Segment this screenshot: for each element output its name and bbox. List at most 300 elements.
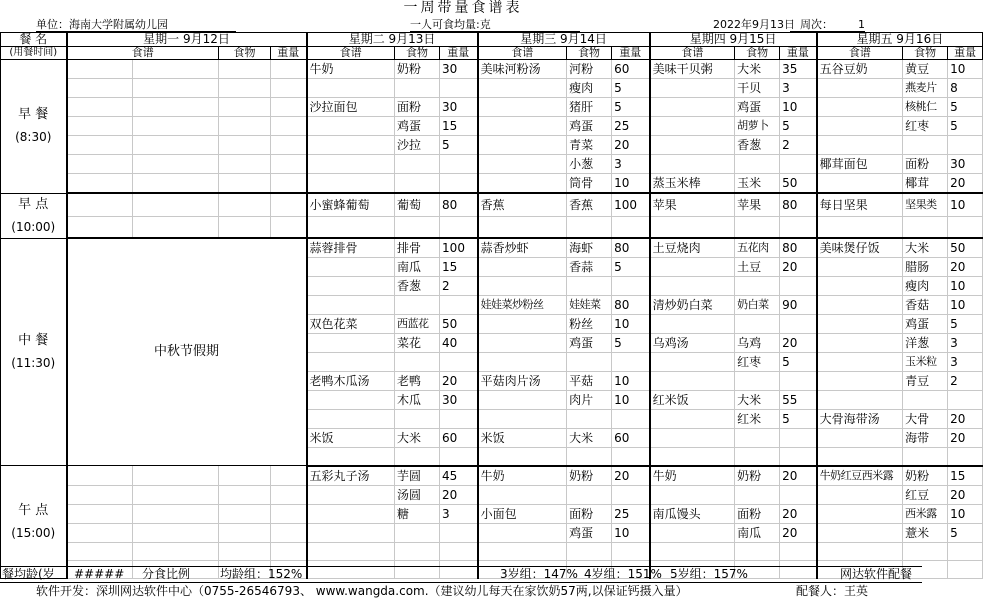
weight-cell [440, 155, 478, 174]
food-cell [735, 542, 780, 560]
avg-group: 均龄组：152% [220, 567, 303, 581]
weight-header: 重量 [780, 47, 817, 60]
food-cell: 腊肠 [903, 258, 948, 277]
table-row [1, 155, 983, 174]
meal-name-header: 餐 名 [1, 33, 67, 47]
food-cell: 肉片 [567, 391, 612, 410]
weight-cell: 5 [948, 523, 983, 542]
meal-time-header: (用餐时间) [1, 47, 67, 60]
food-cell [735, 448, 780, 466]
monday-cell [67, 216, 133, 238]
weight-cell: 20 [780, 258, 817, 277]
food-cell: 洋葱 [903, 334, 948, 353]
monday-cell [133, 174, 219, 194]
food-cell [395, 448, 440, 466]
table-row [1, 193, 983, 216]
dish-cell: 牛奶 [478, 466, 567, 486]
dish-cell [817, 136, 903, 155]
dish-cell: 苹果 [650, 193, 735, 216]
food-cell: 奶粉 [735, 466, 780, 486]
weight-cell [780, 542, 817, 560]
monday-cell [271, 174, 307, 194]
weight-cell: 90 [780, 296, 817, 315]
weight-cell: 10 [612, 523, 650, 542]
dish-cell [817, 117, 903, 136]
food-cell [735, 429, 780, 448]
food-cell: 燕麦片 [903, 79, 948, 98]
dish-cell: 牛奶 [650, 466, 735, 486]
monday-cell [271, 193, 307, 216]
meal-name: 午 点 [18, 502, 49, 518]
food-cell: 排骨 [395, 238, 440, 258]
table-row [1, 523, 983, 542]
dish-cell [307, 353, 395, 372]
weight-cell: 20 [948, 485, 983, 504]
group-3: 3岁组：147% [500, 567, 578, 581]
monday-cell [133, 79, 219, 98]
weight-cell [612, 542, 650, 560]
food-cell: 坚果类 [903, 193, 948, 216]
weight-cell: 45 [440, 466, 478, 486]
food-cell [567, 448, 612, 466]
food-cell: 五花肉 [735, 238, 780, 258]
food-header: 食物 [219, 47, 271, 60]
weight-cell [780, 485, 817, 504]
monday-cell [271, 485, 307, 504]
dish-cell [650, 523, 735, 542]
weight-cell: 50 [780, 174, 817, 194]
weight-cell: 80 [440, 193, 478, 216]
table-row [1, 485, 983, 504]
dish-cell: 平菇肉片汤 [478, 372, 567, 391]
weight-cell [440, 523, 478, 542]
meal-time: (15:00) [11, 525, 56, 540]
monday-cell [67, 174, 133, 194]
recipe-header: 食谱 [307, 47, 395, 60]
dish-cell [307, 504, 395, 523]
food-cell: 红枣 [735, 353, 780, 372]
dish-cell [650, 485, 735, 504]
food-cell: 薏米 [903, 523, 948, 542]
weight-cell [780, 429, 817, 448]
dish-cell [478, 277, 567, 296]
weight-cell [612, 216, 650, 238]
weight-cell: 10 [612, 174, 650, 194]
weight-cell [780, 448, 817, 466]
food-cell: 土豆 [735, 258, 780, 277]
weight-cell [612, 485, 650, 504]
avg-age-value: ##### [74, 567, 125, 581]
food-cell [395, 523, 440, 542]
monday-cell [219, 117, 271, 136]
weight-cell: 3 [440, 504, 478, 523]
food-cell: 香葱 [735, 136, 780, 155]
monday-cell [219, 98, 271, 117]
food-cell: 大米 [395, 429, 440, 448]
weight-cell: 2 [948, 372, 983, 391]
weight-cell [612, 448, 650, 466]
dish-cell [478, 391, 567, 410]
food-cell: 苹果 [735, 193, 780, 216]
food-cell: 糖 [395, 504, 440, 523]
food-cell [903, 136, 948, 155]
meal-cell-snack [1, 193, 67, 238]
dish-cell: 米饭 [307, 429, 395, 448]
weight-cell: 10 [612, 315, 650, 334]
food-cell: 香蕉 [567, 193, 612, 216]
food-cell [903, 542, 948, 560]
food-cell: 黄豆 [903, 60, 948, 79]
food-cell [395, 353, 440, 372]
food-cell: 葡萄 [395, 193, 440, 216]
weight-cell: 20 [948, 429, 983, 448]
monday-cell [67, 485, 133, 504]
dish-cell: 蒜蓉排骨 [307, 238, 395, 258]
food-cell: 胡萝卜 [735, 117, 780, 136]
dish-cell [650, 353, 735, 372]
weight-cell [440, 353, 478, 372]
dish-cell: 清炒奶白菜 [650, 296, 735, 315]
food-cell: 木瓜 [395, 391, 440, 410]
group-5: 5岁组：157% [670, 567, 748, 581]
dish-cell [478, 174, 567, 194]
weight-cell [440, 448, 478, 466]
dish-cell [307, 296, 395, 315]
dish-cell: 五谷豆奶 [817, 60, 903, 79]
dish-cell [650, 216, 735, 238]
monday-cell [67, 60, 133, 79]
monday-cell [271, 504, 307, 523]
recipe-header: 食谱 [478, 47, 567, 60]
dish-cell: 乌鸡汤 [650, 334, 735, 353]
weight-cell [440, 79, 478, 98]
weight-cell: 60 [612, 60, 650, 79]
weight-cell: 20 [612, 136, 650, 155]
food-cell [735, 277, 780, 296]
weight-cell: 50 [948, 238, 983, 258]
weight-cell: 8 [948, 79, 983, 98]
dish-cell: 香蕉 [478, 193, 567, 216]
dish-cell [307, 174, 395, 194]
food-cell [903, 391, 948, 410]
weight-cell: 30 [440, 98, 478, 117]
monday-cell [133, 117, 219, 136]
dish-cell [478, 334, 567, 353]
food-cell: 香蒜 [567, 258, 612, 277]
weight-cell: 5 [780, 353, 817, 372]
weight-header: 重量 [440, 47, 478, 60]
food-cell: 沙拉 [395, 136, 440, 155]
dish-cell [307, 542, 395, 560]
food-cell: 奶粉 [903, 466, 948, 486]
food-cell [735, 485, 780, 504]
food-cell [567, 353, 612, 372]
food-cell: 鸡蛋 [735, 98, 780, 117]
dish-cell [817, 353, 903, 372]
table-row [1, 216, 983, 238]
weight-cell: 80 [612, 296, 650, 315]
meal-time: (11:30) [11, 355, 56, 370]
dish-cell: 米饭 [478, 429, 567, 448]
dish-cell [307, 117, 395, 136]
weight-cell: 10 [948, 504, 983, 523]
monday-cell [271, 60, 307, 79]
food-cell: 红豆 [903, 485, 948, 504]
monday-cell [67, 136, 133, 155]
dish-cell [478, 216, 567, 238]
food-cell: 玉米粒 [903, 353, 948, 372]
food-cell: 红米 [735, 410, 780, 429]
food-cell: 青菜 [567, 136, 612, 155]
day-header-fri: 星期五 9月16日 [817, 33, 983, 47]
food-header: 食物 [903, 47, 948, 60]
weight-cell: 3 [948, 353, 983, 372]
chef-label: 配餐人：王英 [796, 584, 869, 598]
table-row [1, 79, 983, 98]
dish-cell: 南瓜馒头 [650, 504, 735, 523]
dish-cell [478, 258, 567, 277]
monday-cell [219, 136, 271, 155]
dish-cell [650, 155, 735, 174]
recipe-header: 食谱 [650, 47, 735, 60]
weight-cell: 5 [612, 258, 650, 277]
dish-cell [650, 410, 735, 429]
dish-cell [817, 174, 903, 194]
dish-cell [307, 155, 395, 174]
monday-cell [219, 174, 271, 194]
monday-cell [133, 216, 219, 238]
weight-cell: 40 [440, 334, 478, 353]
weight-cell [948, 136, 983, 155]
meal-time: (8:30) [15, 130, 52, 145]
weight-cell: 10 [948, 277, 983, 296]
monday-cell [133, 466, 219, 486]
food-cell: 玉米 [735, 174, 780, 194]
food-cell: 筒骨 [567, 174, 612, 194]
day-header-tue: 星期二 9月13日 [307, 33, 478, 47]
food-cell: 平菇 [567, 372, 612, 391]
food-cell [735, 216, 780, 238]
weight-cell: 20 [440, 372, 478, 391]
dish-cell [478, 542, 567, 560]
food-cell: 面粉 [903, 155, 948, 174]
food-cell: 南瓜 [395, 258, 440, 277]
monday-cell [67, 193, 133, 216]
weight-cell: 5 [612, 334, 650, 353]
weight-cell: 5 [948, 98, 983, 117]
dish-cell [307, 79, 395, 98]
meal-cell-lunch [1, 238, 67, 466]
weight-cell: 3 [780, 79, 817, 98]
food-cell: 青豆 [903, 372, 948, 391]
food-cell: 汤圆 [395, 485, 440, 504]
weight-cell: 3 [948, 334, 983, 353]
food-cell: 西蓝花 [395, 315, 440, 334]
weight-cell: 25 [612, 504, 650, 523]
weight-cell: 20 [780, 466, 817, 486]
weight-cell [948, 542, 983, 560]
dish-cell [307, 523, 395, 542]
monday-cell [67, 523, 133, 542]
food-cell: 河粉 [567, 60, 612, 79]
dish-cell [817, 334, 903, 353]
weight-cell: 60 [440, 429, 478, 448]
monday-cell [271, 79, 307, 98]
food-cell [395, 296, 440, 315]
recipe-header: 食谱 [817, 47, 903, 60]
weight-cell: 100 [612, 193, 650, 216]
food-cell: 鸡蛋 [903, 315, 948, 334]
food-cell: 芋圆 [395, 466, 440, 486]
avg-age-label: 餐均龄(岁 [2, 567, 55, 581]
weight-cell: 5 [612, 98, 650, 117]
table-row [1, 60, 983, 79]
food-cell [903, 448, 948, 466]
day-header-wed: 星期三 9月14日 [478, 33, 650, 47]
monday-cell [133, 542, 219, 560]
monday-cell [219, 466, 271, 486]
weight-cell [440, 174, 478, 194]
meal-time: (10:00) [11, 219, 56, 234]
weight-cell: 15 [948, 466, 983, 486]
food-cell: 瘦肉 [903, 277, 948, 296]
monday-cell [219, 504, 271, 523]
food-cell [735, 315, 780, 334]
food-cell [567, 216, 612, 238]
food-cell: 鸡蛋 [567, 334, 612, 353]
food-cell: 猪肝 [567, 98, 612, 117]
dish-cell [650, 315, 735, 334]
meal-cell-breakfast [1, 60, 67, 194]
dish-cell [307, 448, 395, 466]
food-cell [567, 485, 612, 504]
monday-cell [271, 155, 307, 174]
dish-cell [817, 277, 903, 296]
monday-cell [271, 98, 307, 117]
monday-cell [271, 216, 307, 238]
food-cell [567, 410, 612, 429]
food-cell: 面粉 [735, 504, 780, 523]
dish-cell [478, 79, 567, 98]
dish-cell: 小面包 [478, 504, 567, 523]
weight-cell: 80 [612, 238, 650, 258]
monday-cell [219, 60, 271, 79]
food-cell: 海虾 [567, 238, 612, 258]
weight-cell [780, 315, 817, 334]
dish-cell [478, 523, 567, 542]
food-cell: 大米 [567, 429, 612, 448]
weight-cell: 20 [440, 485, 478, 504]
weight-cell [440, 542, 478, 560]
weight-cell: 25 [612, 117, 650, 136]
weight-cell: 10 [948, 296, 983, 315]
dish-cell [650, 98, 735, 117]
weight-cell: 5 [948, 315, 983, 334]
recipe-header: 食谱 [67, 47, 219, 60]
weight-cell [780, 216, 817, 238]
food-cell: 西米露 [903, 504, 948, 523]
weight-header: 重量 [612, 47, 650, 60]
weight-cell: 5 [612, 79, 650, 98]
dish-cell [817, 372, 903, 391]
food-cell: 奶粉 [567, 466, 612, 486]
weight-cell: 20 [948, 410, 983, 429]
dish-cell [817, 429, 903, 448]
page-title: 一周带量食谱表 [403, 0, 523, 16]
weight-cell: 10 [612, 372, 650, 391]
table-row [1, 117, 983, 136]
dish-cell [817, 315, 903, 334]
weight-cell: 80 [780, 193, 817, 216]
weight-cell: 15 [440, 117, 478, 136]
food-cell: 大米 [735, 391, 780, 410]
weight-cell: 35 [780, 60, 817, 79]
dish-cell [817, 216, 903, 238]
food-cell: 小葱 [567, 155, 612, 174]
food-cell: 大米 [735, 60, 780, 79]
weight-cell: 20 [948, 258, 983, 277]
ratio-label: 分食比例 [142, 567, 191, 581]
dish-cell [817, 79, 903, 98]
food-cell: 鸡蛋 [395, 117, 440, 136]
weight-header: 重量 [271, 47, 307, 60]
dish-cell [650, 542, 735, 560]
dish-cell: 大骨海带汤 [817, 410, 903, 429]
weight-cell [612, 277, 650, 296]
weight-cell [948, 216, 983, 238]
food-cell [567, 277, 612, 296]
weight-cell [780, 277, 817, 296]
food-cell [395, 410, 440, 429]
food-cell [395, 174, 440, 194]
dish-cell [478, 117, 567, 136]
weight-cell [780, 155, 817, 174]
monday-cell [67, 504, 133, 523]
weight-cell: 5 [440, 136, 478, 155]
dish-cell [307, 410, 395, 429]
food-header: 食物 [735, 47, 780, 60]
dish-cell: 美味煲仔饭 [817, 238, 903, 258]
food-cell: 鸡蛋 [567, 117, 612, 136]
food-cell [395, 155, 440, 174]
dish-cell: 美味河粉汤 [478, 60, 567, 79]
food-cell: 瘦肉 [567, 79, 612, 98]
weight-cell [612, 353, 650, 372]
monday-cell [219, 542, 271, 560]
dish-cell: 每日坚果 [817, 193, 903, 216]
weight-cell: 5 [948, 117, 983, 136]
dish-cell [307, 277, 395, 296]
dish-cell [817, 504, 903, 523]
weight-cell [780, 372, 817, 391]
dish-cell [307, 216, 395, 238]
monday-cell [67, 117, 133, 136]
table-row [1, 238, 983, 258]
weight-cell [948, 448, 983, 466]
food-cell: 南瓜 [735, 523, 780, 542]
dish-cell [478, 98, 567, 117]
dish-cell [817, 523, 903, 542]
food-cell: 乌鸡 [735, 334, 780, 353]
monday-cell [271, 466, 307, 486]
weight-cell: 10 [948, 193, 983, 216]
monday-cell [133, 523, 219, 542]
dish-cell [650, 117, 735, 136]
monday-cell [67, 79, 133, 98]
food-header: 食物 [567, 47, 612, 60]
monday-cell [133, 136, 219, 155]
food-cell [395, 542, 440, 560]
